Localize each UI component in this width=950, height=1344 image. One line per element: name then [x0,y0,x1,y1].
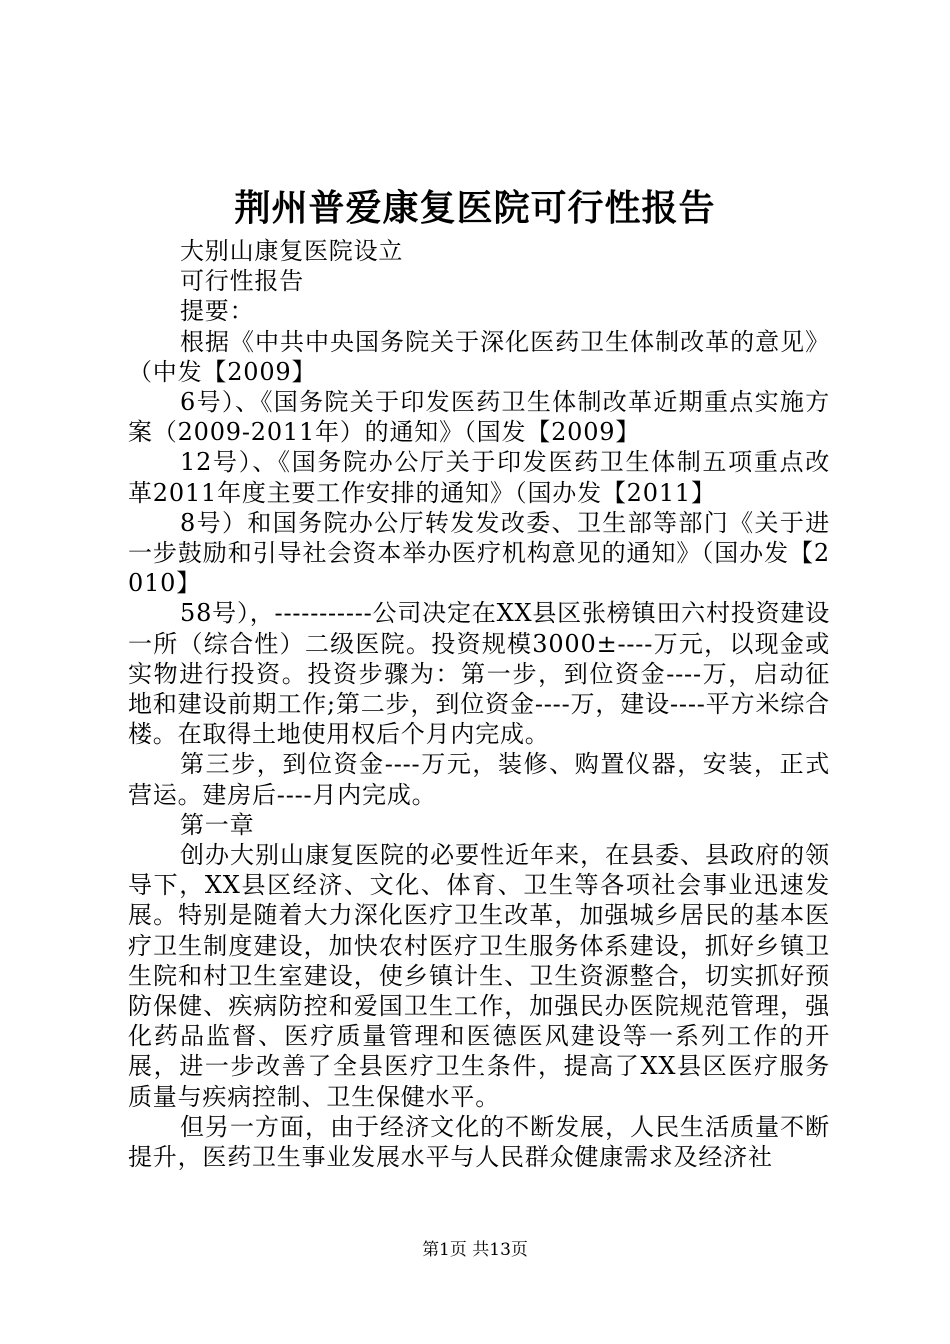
paragraph: 但另一方面，由于经济文化的不断发展，人民生活质量不断提升，医药卫生事业发展水平与人民群众健康需求及经济社 [128,1112,830,1172]
paragraph: 提要： [180,297,255,326]
paragraph: 创办大别山康复医院的必要性近年来，在县委、县政府的领导下，XX县区经济、文化、体育、卫生等各项社会事业迅速发展。特别是随着大力深化医疗卫生改革，加强城乡居民的基本医疗卫生制度建设，加快农村医疗卫生服务体系建设，抓好乡镇卫生院和村卫生室建设，使乡镇计生、卫生资源整合，切实抓好预防保健、疾病防控和爱国卫生工作，加强民办医院规范管理，强化药品监督、医疗质量管理和医德医风建设等一系列工作的开展，进一步改善了全县医疗卫生条件，提高了XX县区医疗服务质量与疾病控制、卫生保健水平。 [128,841,830,1111]
paragraph: 6号）、《国务院关于印发医药卫生体制改革近期重点实施方案（2009-2011年）的通知》（国发【2009】 [128,388,830,447]
chapter-heading: 第一章 [180,810,255,839]
paragraph: 8号）和国务院办公厅转发发改委、卫生部等部门《关于进一步鼓励和引导社会资本举办医疗机构意见的通知》（国办发【2010】 [128,508,830,598]
paragraph: 大别山康复医院设立 [180,237,404,265]
paragraph: 58号），-----------公司决定在XX县区张榜镇田六村投资建设一所（综合性）二级医院。投资规模3000±----万元，以现金或实物进行投资。投资步骤为：第一步，到位资金----万，启动征地和建设前期工作;第二步，到位资金----万，建设----平方米综合楼。在取得土地使用权后个月内完成。 [128,599,830,749]
document-title: 荆州普爱康复医院可行性报告 [234,187,716,229]
paragraph: 12号）、《国务院办公厅关于印发医药卫生体制五项重点改革2011年度主要工作安排的通知》（国办发【2011】 [128,448,830,507]
paragraph: 第三步，到位资金----万元，装修、购置仪器，安装，正式营运。建房后----月内完成。 [128,750,830,809]
page-footer: 第1页 共13页 [422,1240,528,1260]
paragraph: 根据《中共中央国务院关于深化医药卫生体制改革的意见》（中发【2009】 [128,327,830,386]
paragraph: 可行性报告 [180,267,304,296]
document-body [128,236,830,1172]
